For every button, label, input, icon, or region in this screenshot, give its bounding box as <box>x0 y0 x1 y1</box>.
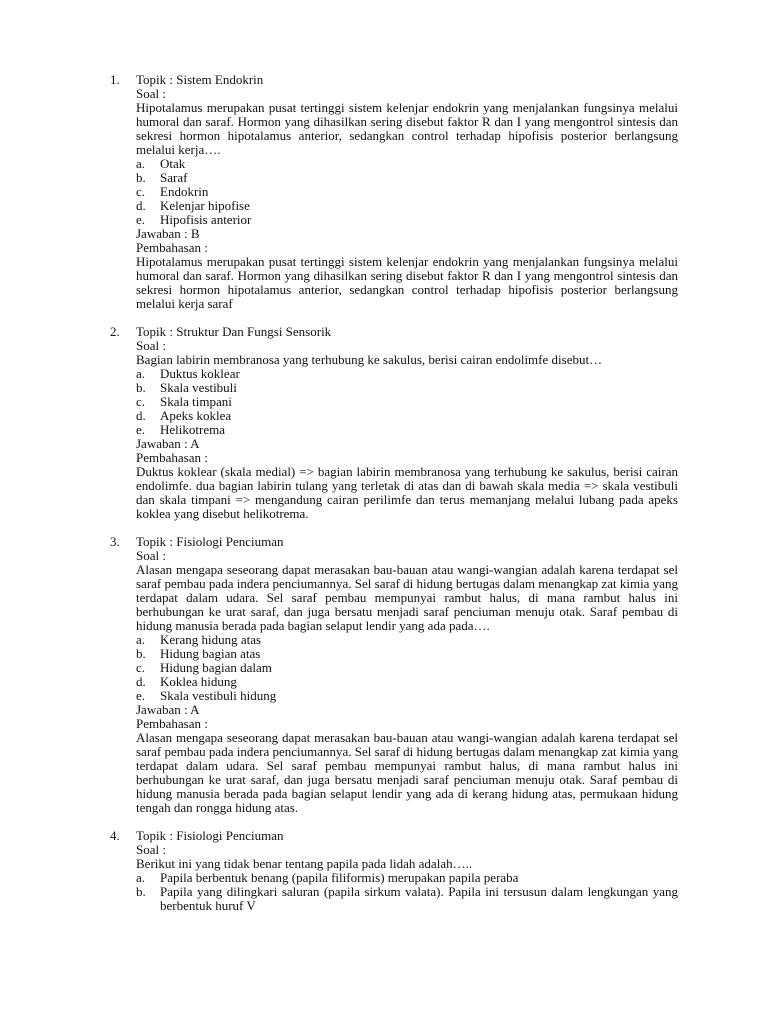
option-a <box>136 157 678 171</box>
option-letter: b. <box>136 380 146 395</box>
option-c <box>136 395 678 409</box>
option-letter: c. <box>136 184 146 199</box>
option-text: Hidung bagian atas <box>160 646 261 661</box>
question-number: 1. <box>110 72 120 87</box>
option-text: Kerang hidung atas <box>160 632 262 647</box>
discussion-label: Pembahasan : <box>136 240 208 255</box>
option-text: Otak <box>160 156 186 171</box>
option-letter: b. <box>136 170 146 185</box>
option-d <box>136 675 678 689</box>
option-e <box>136 213 678 227</box>
option-letter: e. <box>136 688 146 703</box>
option-text: Hipofisis anterior <box>160 212 252 227</box>
option-text: Endokrin <box>160 184 209 199</box>
option-text: Koklea hidung <box>160 674 237 689</box>
soal-label: Soal : <box>136 338 166 353</box>
soal-label: Soal : <box>136 842 166 857</box>
question-4 <box>110 829 678 913</box>
question-text: Bagian labirin membranosa yang terhubung ke sakulus, berisi cairan endolimfe disebut… <box>136 352 603 367</box>
option-letter: d. <box>136 198 146 213</box>
option-text: Helikotrema <box>160 422 225 437</box>
answer-options <box>136 367 678 437</box>
option-letter: c. <box>136 660 146 675</box>
question-3 <box>110 535 678 815</box>
option-e <box>136 423 678 437</box>
option-text: Apeks koklea <box>160 408 232 423</box>
answer-options <box>136 633 678 703</box>
answer-key: Jawaban : B <box>136 226 200 241</box>
option-text: Duktus koklear <box>160 366 240 381</box>
option-text: Skala vestibuli hidung <box>160 688 277 703</box>
discussion-label: Pembahasan : <box>136 450 208 465</box>
option-text: Papila yang dilingkari saluran (papila sirkum valata). Papila ini tersusun dalam lengkungan yang berbentuk huruf V <box>160 884 678 913</box>
option-letter: a. <box>136 156 146 171</box>
option-e <box>136 689 678 703</box>
question-1 <box>110 73 678 311</box>
option-c <box>136 185 678 199</box>
option-d <box>136 409 678 423</box>
option-d <box>136 199 678 213</box>
discussion-text: Duktus koklear (skala medial) => bagian labirin membranosa yang terhubung ke sakulus, berisi cairan endolimfe. dua bagian labirin tulang yang terletak di atas dan di bawah skala media => skala vestibuli dan skala timpani => mengandung cairan perilimfe dan terus memanjang melalui lubang pada apeks koklea yang disebut helikotrema. <box>136 464 678 521</box>
option-text: Skala timpani <box>160 394 232 409</box>
answer-key: Jawaban : A <box>136 702 200 717</box>
option-text: Kelenjar hipofise <box>160 198 250 213</box>
option-b <box>136 885 678 913</box>
discussion-label: Pembahasan : <box>136 716 208 731</box>
option-letter: b. <box>136 646 146 661</box>
question-topic: Topik : Fisiologi Penciuman <box>136 828 284 843</box>
option-c <box>136 661 678 675</box>
option-text: Skala vestibuli <box>160 380 237 395</box>
option-letter: a. <box>136 870 146 885</box>
question-2 <box>110 325 678 521</box>
option-letter: c. <box>136 394 146 409</box>
option-text: Papila berbentuk benang (papila filiformis) merupakan papila peraba <box>160 870 519 885</box>
option-text: Hidung bagian dalam <box>160 660 272 675</box>
question-topic: Topik : Struktur Dan Fungsi Sensorik <box>136 324 332 339</box>
option-letter: a. <box>136 366 146 381</box>
question-topic: Topik : Fisiologi Penciuman <box>136 534 284 549</box>
option-letter: e. <box>136 422 146 437</box>
question-number: 4. <box>110 828 120 843</box>
question-number: 2. <box>110 324 120 339</box>
soal-label: Soal : <box>136 548 166 563</box>
answer-key: Jawaban : A <box>136 436 200 451</box>
question-text: Alasan mengapa seseorang dapat merasakan bau-bauan atau wangi-wangian adalah karena terdapat sel saraf pembau pada indera penciumannya. Sel saraf di hidung bertugas dalam menangkap zat kimia yang terdapat dalam udara. Sel saraf pembau mempunyai rambut halus, di mana rambut halus ini berhubungan ke urat saraf, dan juga bersatu menjadi saraf penciuman menuju otak. Saraf pembau di hidung manusia berada pada bagian selaput lendir yang ada pada…. <box>136 562 678 633</box>
option-letter: b. <box>136 884 146 899</box>
answer-options <box>136 871 678 913</box>
option-a <box>136 871 678 885</box>
option-letter: d. <box>136 674 146 689</box>
option-a <box>136 367 678 381</box>
option-b <box>136 381 678 395</box>
discussion-text: Alasan mengapa seseorang dapat merasakan bau-bauan atau wangi-wangian adalah karena terdapat sel saraf pembau pada indera penciumannya. Sel saraf di hidung bertugas dalam menangkap zat kimia yang terdapat dalam udara. Sel saraf pembau mempunyai rambut halus, di mana rambut halus ini berhubungan ke urat saraf, dan juga bersatu menjadi saraf penciuman menuju otak. Saraf pembau di hidung manusia berada pada bagian selaput lendir yang ada di kerang hidung atas, permukaan hidung tengah dan rongga hidung atas. <box>136 730 678 815</box>
question-number: 3. <box>110 534 120 549</box>
question-text: Berikut ini yang tidak benar tentang papila pada lidah adalah….. <box>136 856 473 871</box>
option-letter: a. <box>136 632 146 647</box>
option-b <box>136 171 678 185</box>
option-letter: d. <box>136 408 146 423</box>
option-text: Saraf <box>160 170 188 185</box>
option-letter: e. <box>136 212 146 227</box>
question-text: Hipotalamus merupakan pusat tertinggi sistem kelenjar endokrin yang menjalankan fungsinya melalui humoral dan saraf. Hormon yang dihasilkan sering disebut faktor R dan I yang mengontrol sintesis dan sekresi hormon hipotalamus anterior, sedangkan control terhadap hipofisis posterior berlangsung melalui kerja…. <box>136 100 678 157</box>
discussion-text: Hipotalamus merupakan pusat tertinggi sistem kelenjar endokrin yang menjalankan fungsinya melalui humoral dan saraf. Hormon yang dihasilkan sering disebut faktor R dan I yang mengontrol sintesis dan sekresi hormon hipotalamus anterior, sedangkan control terhadap hipofisis posterior berlangsung melalui kerja saraf <box>136 254 678 311</box>
option-a <box>136 633 678 647</box>
soal-label: Soal : <box>136 86 166 101</box>
question-topic: Topik : Sistem Endokrin <box>136 72 264 87</box>
option-b <box>136 647 678 661</box>
answer-options <box>136 157 678 227</box>
